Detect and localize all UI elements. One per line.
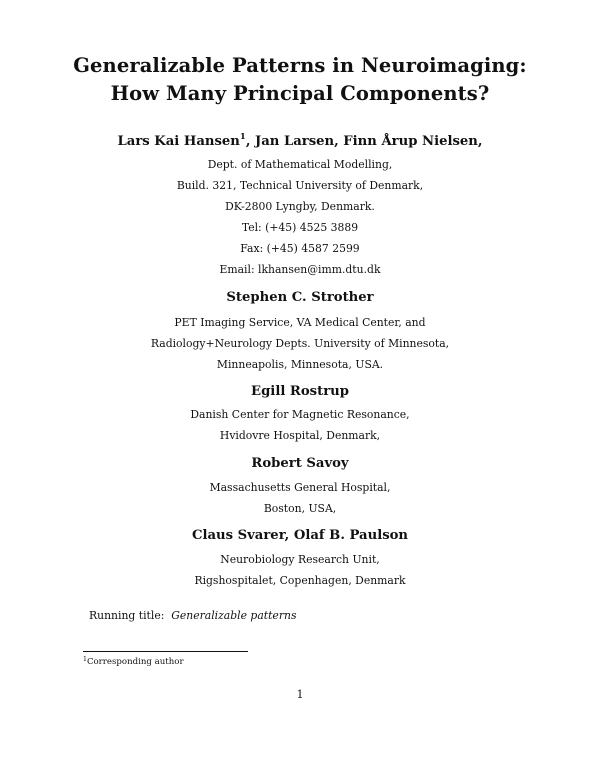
- footnote: [83, 657, 184, 667]
- affiliation-1: [0, 154, 600, 280]
- author-line-4: Robert Savoy: [251, 456, 349, 471]
- affiliation-4: [0, 477, 600, 519]
- page-number: 1: [296, 688, 304, 701]
- author-line-3: Egill Rostrup: [251, 384, 349, 399]
- footnote-text: Corresponding author: [86, 657, 184, 667]
- affiliation-line: Dept. of Mathematical Modelling,: [207, 158, 393, 171]
- affiliation-line: DK-2800 Lyngby, Denmark.: [225, 200, 375, 213]
- affiliation-line: Boston, USA,: [263, 502, 337, 515]
- affiliation-5: [0, 549, 600, 591]
- affiliation-line: Fax: (+45) 4587 2599: [240, 242, 360, 255]
- running-title-label: Running title:: [89, 609, 165, 622]
- running-title-text: Generalizable patterns: [171, 609, 297, 622]
- affiliation-line: Massachusetts General Hospital,: [209, 481, 391, 494]
- affiliation-line: Rigshospitalet, Copenhagen, Denmark: [194, 574, 406, 587]
- affiliation-line: Radiology+Neurology Depts. University of Minnesota,: [150, 337, 450, 350]
- author-line-5: Claus Svarer, Olaf B. Paulson: [191, 528, 409, 543]
- title-line-2: How Many Principal Components?: [110, 82, 490, 105]
- author-name-hansen: Lars Kai Hansen: [117, 134, 240, 149]
- affiliation-line: Danish Center for Magnetic Resonance,: [190, 408, 410, 421]
- running-title: [89, 609, 296, 622]
- affiliation-line: Tel: (+45) 4525 3889: [241, 221, 359, 234]
- affiliation-line: PET Imaging Service, VA Medical Center, and: [174, 316, 426, 329]
- paper-title: [0, 52, 600, 108]
- footnote-rule: [83, 651, 248, 652]
- affiliation-3: [0, 404, 600, 446]
- author-line-2: Stephen C. Strother: [226, 290, 374, 305]
- affiliation-line: Email: lkhansen@imm.dtu.dk: [219, 263, 381, 276]
- affiliation-line: Build. 321, Technical University of Denmark,: [176, 179, 424, 192]
- author-names-rest: , Jan Larsen, Finn Årup Nielsen,: [245, 134, 483, 149]
- footnote-marker: 1: [83, 656, 87, 663]
- corresponding-author-marker: 1: [239, 132, 246, 142]
- affiliation-line: Hvidovre Hospital, Denmark,: [219, 429, 381, 442]
- affiliation-line: Minneapolis, Minnesota, USA.: [216, 358, 384, 371]
- affiliation-line: Neurobiology Research Unit,: [220, 553, 380, 566]
- affiliation-2: [0, 312, 600, 375]
- author-line-1: [0, 134, 600, 149]
- title-line-1: Generalizable Patterns in Neuroimaging:: [73, 54, 527, 77]
